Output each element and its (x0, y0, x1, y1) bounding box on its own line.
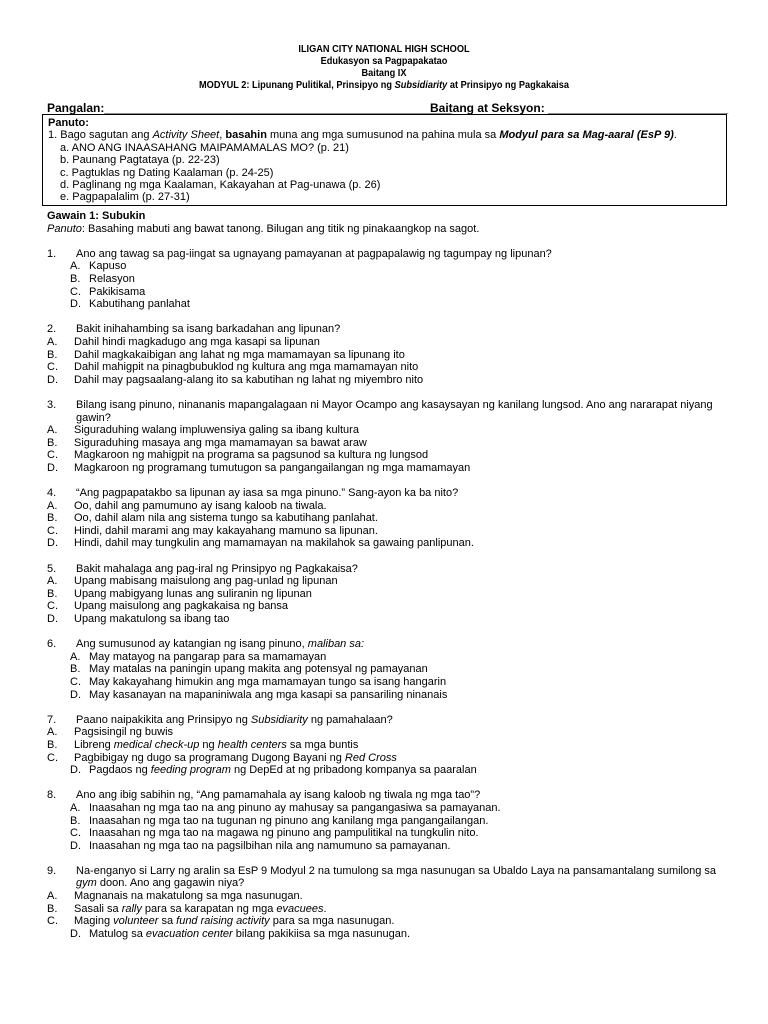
question-text: Bilang isang pinuno, ninananis mapangalagaan ni Mayor Ocampo ang kasaysayan ng kanilang lungsod. Ano ang nararapat niyang gawin? (76, 398, 713, 424)
choice[interactable]: C. Upang maisulong ang pagkakaisa ng bansa (47, 600, 289, 613)
choice[interactable]: D. Pagdaos ng feeding program ng DepEd at ng pribadong kompanya sa paaralan (70, 764, 477, 777)
choice[interactable]: B. Relasyon (70, 272, 135, 285)
question-number: 9. (47, 864, 57, 877)
choice[interactable]: A. Kapuso (70, 260, 127, 273)
question-text: Paano naipakikita ang Prinsipyo ng Subsidiarity ng pamahalaan? (76, 713, 393, 726)
activity-title: Gawain 1: Subukin (47, 210, 146, 222)
school-name: ILIGAN CITY NATIONAL HIGH SCHOOL (298, 44, 470, 55)
choice[interactable]: A. Dahil hindi magkadugo ang mga kasapi sa lipunan (47, 335, 320, 348)
instructions-title: Panuto: (48, 117, 89, 129)
choice[interactable]: D. Kabutihang panlahat (70, 298, 190, 311)
choice[interactable]: D. Hindi, dahil may tungkulin ang mamamayan na makilahok sa gawaing panlipunan. (47, 537, 474, 550)
instructions-line: 1. Bago sagutan ang Activity Sheet, basahin muna ang mga sumusunod na pahina mula sa Modyul para sa Mag-aaral (EsP 9). (48, 129, 677, 142)
question-number: 3. (47, 398, 57, 411)
choice[interactable]: B. Libreng medical check-up ng health centers sa mga buntis (47, 738, 359, 751)
choice[interactable]: C. Dahil mahigpit na pinagbubuklod ng kultura ang mga mamamayan nito (47, 361, 419, 374)
choice[interactable]: C. Hindi, dahil marami ang may kakayahang mamuno sa lipunan. (47, 524, 378, 537)
activity-section (47, 210, 737, 940)
choice[interactable]: A. Pagsisingil ng buwis (47, 726, 174, 739)
section-field[interactable]: Baitang at Seksyon: ___________________________ (430, 101, 729, 115)
choice[interactable]: B. Upang mabigyang lunas ang suliranin ng lipunan (47, 587, 312, 600)
choice[interactable]: B. Dahil magkakaibigan ang lahat ng mga mamamayan sa lipunang ito (47, 348, 405, 361)
module-title: MODYUL 2: Lipunang Pulitikal, Prinsipyo ng Subsidiarity at Prinsipyo ng Pagkakaisa (199, 80, 569, 91)
choice[interactable]: D. Upang makatulong sa ibang tao (47, 613, 230, 625)
question (47, 487, 737, 550)
question-number: 5. (47, 562, 57, 575)
choice[interactable]: D. Inaasahan ng mga tao na pagsilbihan nila ang namumuno sa pamayanan. (70, 839, 451, 852)
question-number: 2. (47, 323, 57, 336)
choice[interactable]: A. Oo, dahil ang pamumuno ay isang kaloob na tiwala. (47, 499, 327, 512)
choice[interactable]: C. Pakikisama (70, 285, 146, 298)
question-text: Ano ang ibig sabihin ng, “Ang pamamahala ay isang kaloob ng tiwala ng mga tao”? (76, 789, 481, 802)
question (47, 714, 737, 777)
question (47, 248, 737, 311)
choice[interactable]: A. Siguraduhing walang impluwensiya galing sa ibang kultura (47, 424, 359, 437)
question-text: Ang sumusunod ay katangian ng isang pinuno, maliban sa: (76, 638, 365, 651)
question-number: 8. (47, 789, 57, 802)
choice[interactable]: D. May kasanayan na mapaniniwala ang mga kasapi sa pansariling ninanais (70, 688, 448, 701)
question-number: 4. (47, 487, 57, 500)
question-text: Bakit inihahambing sa isang barkadahan ang lipunan? (76, 323, 341, 336)
choice[interactable]: A. Upang mabisang maisulong ang pag-unlad ng lipunan (47, 575, 338, 588)
question (47, 789, 737, 852)
activity-instructions: Panuto: Basahing mabuti ang bawat tanong. Bilugan ang titik ng pinakaangkop na sagot. (47, 222, 480, 235)
reading-item: b. Paunang Pagtataya (p. 22-23) (60, 154, 220, 167)
choice[interactable]: B. Sasali sa rally para sa karapatan ng mga evacuees. (47, 902, 327, 915)
question (47, 323, 737, 386)
reading-item: d. Paglinang ng mga Kaalaman, Kakayahan at Pag-unawa (p. 26) (60, 179, 381, 192)
question-number: 7. (47, 713, 57, 726)
choice[interactable]: C. Inaasahan ng mga tao na magawa ng pinuno ang pampulitikal na tungkulin nito. (70, 827, 479, 840)
choice[interactable]: C. Magkaroon ng mahigpit na programa sa pagsunod sa kultura ng lungsod (47, 449, 429, 462)
reading-item: c. Pagtuklas ng Dating Kaalaman (p. 24-25) (60, 166, 274, 179)
name-bar (47, 101, 727, 115)
choice[interactable]: A. Inaasahan ng mga tao na ang pinuno ay mahusay sa pangangasiwa sa pamayanan. (70, 801, 501, 814)
question (47, 399, 737, 475)
question-number: 1. (47, 247, 57, 260)
question-text: Ano ang tawag sa pag-iingat sa ugnayang pamayanan at pagpapalawig ng tagumpay ng lipunan? (76, 247, 552, 260)
document-header (31, 44, 738, 92)
choice[interactable]: A. Magnanais na makatulong sa mga nasunugan. (47, 890, 303, 903)
reading-item: e. Pagpapalalim (p. 27-31) (60, 191, 190, 204)
choice[interactable]: D. Matulog sa evacuation center bilang pakikiisa sa mga nasunugan. (70, 927, 411, 940)
choice[interactable]: B. Oo, dahil alam nila ang sistema tungo sa kabutihang panlahat. (47, 512, 378, 525)
instructions-box (42, 114, 727, 206)
question-text: “Ang pagpapatakbo sa lipunan ay iasa sa mga pinuno.” Sang-ayon ka ba nito? (76, 487, 459, 500)
choice[interactable]: D. Dahil may pagsaalang-alang ito sa kabutihan ng lahat ng miyembro nito (47, 373, 424, 386)
choice[interactable]: C. May kakayahang himukin ang mga mamamayan tungo sa isang hangarin (70, 675, 447, 688)
choice[interactable]: C. Maging volunteer sa fund raising activity para sa mga nasunugan. (47, 915, 395, 928)
choice[interactable]: B. Inaasahan ng mga tao na tugunan ng pinuno ang kanilang mga pangangailangan. (70, 814, 489, 827)
question-text: Na-enganyo si Larry ng aralin sa EsP 9 Modyul 2 na tumulong sa mga nasunugan sa Ubaldo Laya na pansamantalang sumilong sa gym doon. Ano ang gagawin niya? (76, 864, 717, 890)
question (47, 865, 737, 941)
choice[interactable]: B. May matalas na paningin upang makita ang potensyal ng pamayanan (70, 663, 428, 676)
reading-item: a. ANO ANG INAASAHANG MAIPAMAMALAS MO? (p. 21) (60, 141, 349, 154)
choice[interactable]: B. Siguraduhing masaya ang mga mamamayan sa bawat araw (47, 436, 367, 449)
subject-name: Edukasyon sa Pagpapakatao (320, 56, 448, 67)
question (47, 638, 737, 701)
question-number: 6. (47, 638, 57, 651)
question-text: Bakit mahalaga ang pag-iral ng Prinsipyo ng Pagkakaisa? (76, 562, 358, 575)
choice[interactable]: D. Magkaroon ng programang tumutugon sa pangangailangan ng mga mamamayan (47, 461, 471, 474)
choice[interactable]: C. Pagbibigay ng dugo sa programang Dugong Bayani ng Red Cross (47, 751, 397, 764)
question (47, 563, 737, 626)
grade-level: Baitang IX (361, 68, 407, 79)
name-field[interactable]: Pangalan:____________________________________________________ (47, 101, 452, 115)
choice[interactable]: A. May matayog na pangarap para sa mamamayan (70, 650, 327, 663)
